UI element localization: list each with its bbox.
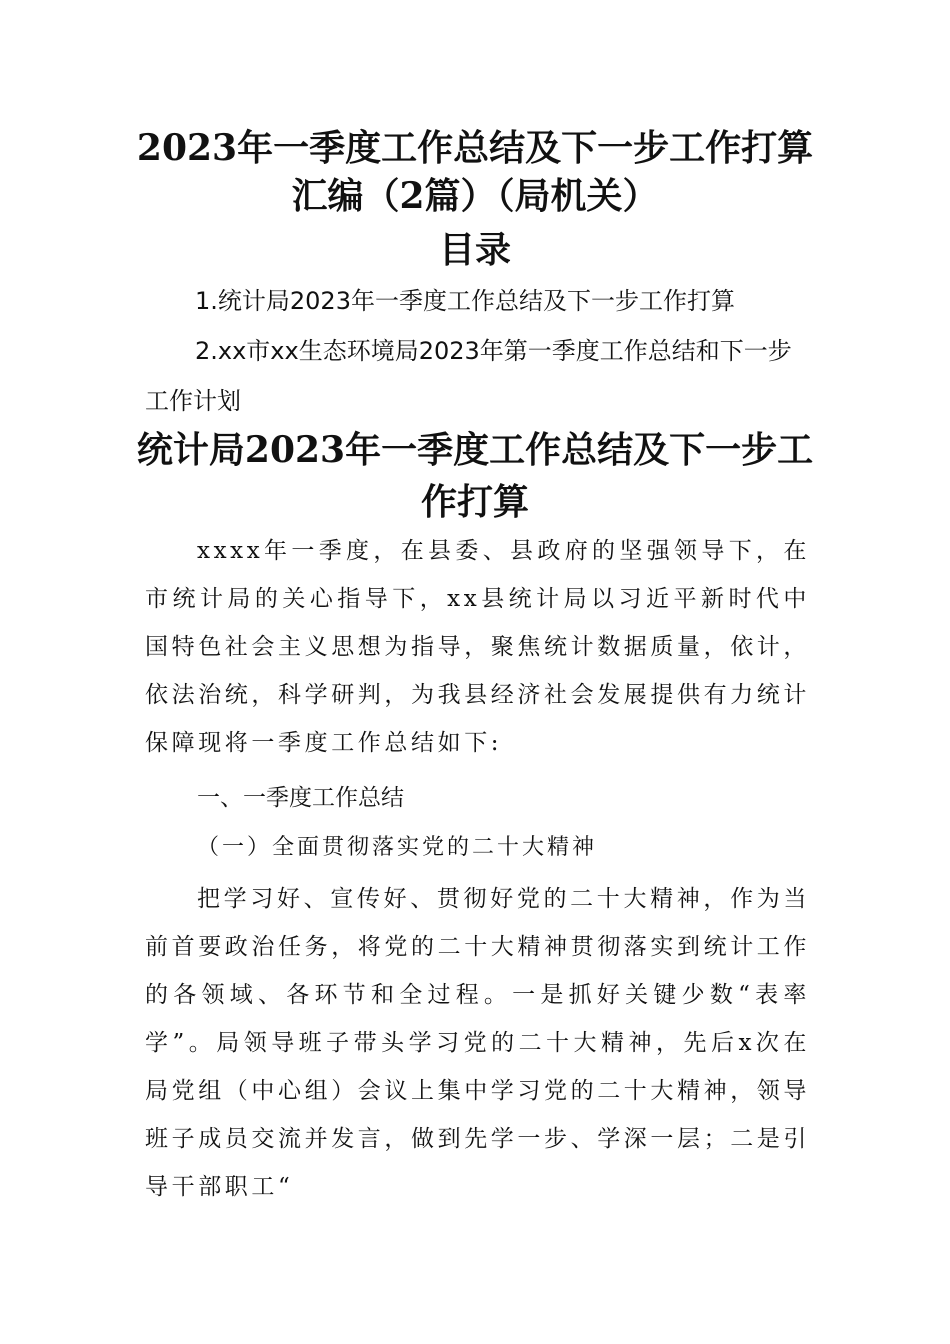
- section-heading: 一、一季度工作总结: [197, 785, 404, 811]
- toc-item-1[interactable]: 1.统计局2023年一季度工作总结及下一步工作打算: [195, 287, 735, 315]
- intro-paragraph: xxxx年一季度，在县委、县政府的坚强领导下，在市统计局的关心指导下，xx县统计局以习近平新时代中国特色社会主义思想为指导，聚焦统计数据质量，依计，依法治统，科学研判，为我县经济社会发展提供有力统计保障现将一季度工作总结如下:: [145, 538, 810, 756]
- subsection-heading: （一）全面贯彻落实党的二十大精神: [197, 835, 598, 860]
- toc-heading: 目录: [438, 229, 511, 271]
- document-title: 2023年一季度工作总结及下一步工作打算汇编（2篇）（局机关）: [136, 127, 814, 217]
- article-title: 统计局2023年一季度工作总结及下一步工作打算: [136, 429, 814, 523]
- toc-item-2[interactable]: 2.xx市xx生态环境局2023年第一季度工作总结和下一步工作计划: [145, 337, 792, 415]
- body-paragraph: 把学习好、宣传好、贯彻好党的二十大精神，作为当前首要政治任务，将党的二十大精神贯彻落实到统计工作的各领域、各环节和全过程。一是抓好关键少数“表率学”。局领导班子带头学习党的二十大精神，先后x次在局党组（中心组）会议上集中学习党的二十大精神，领导班子成员交流并发言，做到先学一步、学深一层；二是引导干部职工“: [145, 886, 810, 1200]
